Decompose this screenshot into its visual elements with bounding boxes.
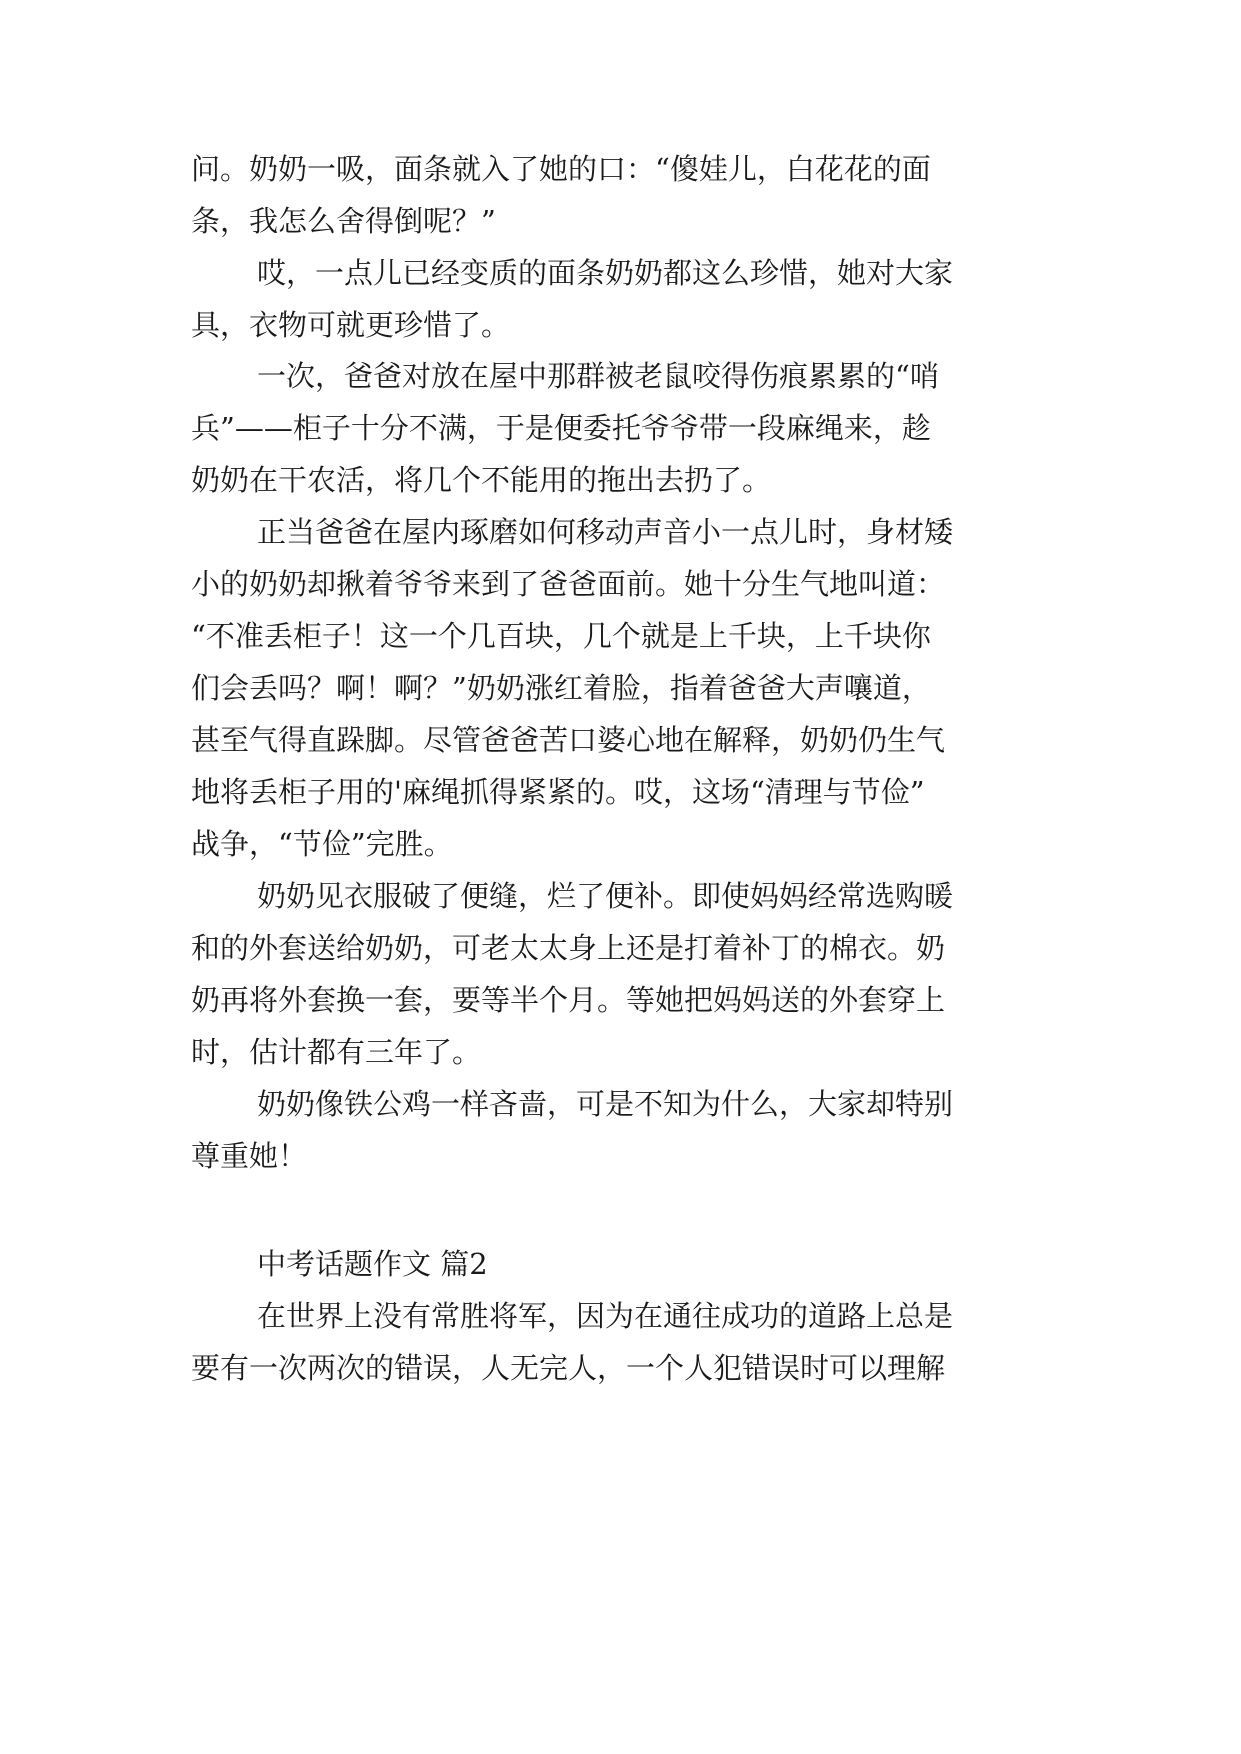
paragraph-line: 一次，爸爸对放在屋中那群被老鼠咬得伤痕累累的“哨 <box>257 359 939 393</box>
paragraph-line: 奶奶见衣服破了便缝，烂了便补。即使妈妈经常选购暖 <box>257 879 954 913</box>
paragraph-line: 奶再将外套换一套，要等半个月。等她把妈妈送的外套穿上 <box>191 983 946 1017</box>
paragraph-line: 尊重她！ <box>191 1139 308 1173</box>
paragraph-line: 在世界上没有常胜将军，因为在通往成功的道路上总是 <box>257 1299 954 1333</box>
paragraph-line: 战争，“节俭”完胜。 <box>191 827 453 861</box>
paragraph-line: 奶奶像铁公鸡一样吝啬，可是不知为什么，大家却特别 <box>257 1087 954 1121</box>
paragraph-line: 兵”——柜子十分不满，于是便委托爷爷带一段麻绳来，趁 <box>191 411 931 445</box>
paragraph-line: 正当爸爸在屋内琢磨如何移动声音小一点儿时，身材矮 <box>257 515 954 549</box>
paragraph-line: 和的外套送给奶奶，可老太太身上还是打着补丁的棉衣。奶 <box>191 931 946 965</box>
paragraph-line: 地将丢柜子用的'麻绳抓得紧紧的。哎，这场“清理与节俭” <box>191 775 925 809</box>
paragraph-line: 们会丢吗？啊！啊？”奶奶涨红着脸，指着爸爸大声嚷道， <box>191 671 931 705</box>
paragraph-line: 条，我怎么舍得倒呢？” <box>191 204 496 238</box>
paragraph-line: 时，估计都有三年了。 <box>191 1035 482 1069</box>
paragraph-line: 要有一次两次的错误，人无完人，一个人犯错误时可以理解 <box>191 1351 946 1385</box>
paragraph-line: 小的奶奶却揪着爷爷来到了爸爸面前。她十分生气地叫道： <box>191 567 946 601</box>
paragraph-line: “不准丢柜子！这一个几百块，几个就是上千块，上千块你 <box>191 619 931 653</box>
paragraph-line: 奶奶在干农活，将几个不能用的拖出去扔了。 <box>191 463 772 497</box>
paragraph-line: 具，衣物可就更珍惜了。 <box>191 308 511 342</box>
paragraph-line: 甚至气得直跺脚。尽管爸爸苦口婆心地在解释，奶奶仍生气 <box>191 723 946 757</box>
paragraph-line: 哎，一点儿已经变质的面条奶奶都这么珍惜，她对大家 <box>257 256 954 290</box>
section-heading: 中考话题作文 篇2 <box>257 1247 488 1281</box>
paragraph-line: 问。奶奶一吸，面条就入了她的口：“傻娃儿，白花花的面 <box>191 152 931 186</box>
